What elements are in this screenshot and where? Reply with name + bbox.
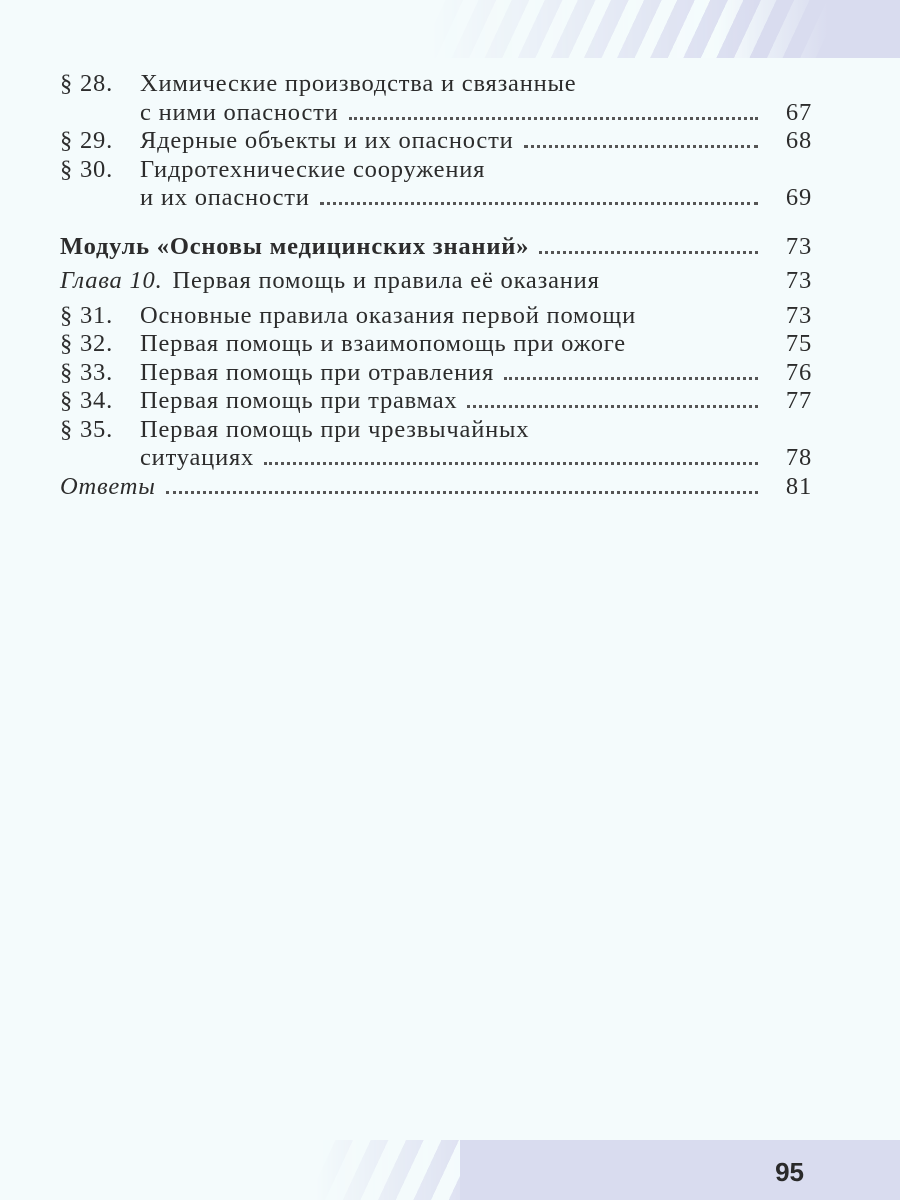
toc-entry-number: § 33. (60, 358, 113, 386)
toc-entry-title: Первая помощь при отравления (140, 358, 495, 386)
dot-leader (264, 462, 758, 465)
dot-leader (524, 145, 758, 148)
dot-leader (320, 202, 758, 205)
toc-entry-number: § 34. (60, 387, 113, 414)
toc-entry-title: Первая помощь при травмах (140, 387, 458, 414)
toc-entry-page: 78 (785, 444, 812, 471)
toc-entry-page: 73 (785, 301, 812, 329)
dot-leader (504, 377, 758, 380)
toc-entry-page: 67 (785, 98, 812, 126)
toc-entry-number: § 35. (60, 415, 113, 443)
toc-entry-number: § 31. (60, 301, 113, 329)
toc-entry[interactable] (60, 156, 812, 213)
page-number: 95 (775, 1157, 804, 1187)
table-of-contents (60, 70, 812, 501)
toc-entry-title: Гидротехнические сооружения (140, 155, 486, 183)
toc-entry-number: § 28. (60, 70, 113, 97)
chapter-page: 73 (785, 267, 812, 294)
chapter-title: Первая помощь и правила её оказания (172, 267, 600, 294)
toc-answers[interactable] (60, 473, 812, 502)
toc-entry[interactable] (60, 330, 812, 359)
toc-chapter[interactable] (60, 267, 812, 296)
toc-entry-title: Первая помощь и взаимопомощь при ожоге (140, 330, 626, 357)
toc-entry-page: 68 (785, 127, 812, 154)
footer-solid-band (460, 1140, 900, 1200)
toc-entry-title: Ядерные объекты и их опасности (140, 127, 514, 154)
toc-entry-title: Химические производства и связанные (140, 70, 577, 97)
toc-entry[interactable] (60, 387, 812, 416)
toc-entry[interactable] (60, 359, 812, 388)
toc-entry-page: 69 (785, 184, 812, 211)
toc-entry-title-continuation: с ними опасности (140, 98, 339, 126)
answers-title: Ответы (60, 472, 156, 500)
header-decoration (0, 0, 900, 58)
toc-entry[interactable] (60, 70, 812, 127)
toc-entry-title-continuation: ситуациях (140, 444, 255, 471)
header-solid-band (720, 0, 900, 58)
toc-entry-page: 77 (785, 387, 812, 414)
toc-module[interactable] (60, 233, 812, 262)
chapter-label: Глава 10. (60, 267, 163, 294)
toc-entry[interactable] (60, 127, 812, 156)
toc-entry-number: § 30. (60, 155, 113, 183)
footer-decoration (0, 1140, 900, 1200)
toc-entry[interactable] (60, 302, 812, 331)
module-page: 73 (785, 232, 812, 260)
toc-entry[interactable] (60, 416, 812, 473)
module-title: Модуль «Основы медицинских знаний» (60, 232, 530, 260)
dot-leader (166, 491, 758, 494)
toc-entry-title: Первая помощь при чрезвычайных (140, 415, 530, 443)
toc-entry-number: § 32. (60, 330, 113, 357)
toc-entry-number: § 29. (60, 127, 113, 154)
answers-page: 81 (785, 472, 812, 500)
toc-entry-page: 76 (785, 358, 812, 386)
dot-leader (539, 251, 758, 254)
dot-leader (349, 117, 758, 120)
toc-entry-title: Основные правила оказания первой помощи (140, 301, 636, 329)
toc-entry-page: 75 (785, 330, 812, 357)
dot-leader (467, 405, 758, 408)
toc-entry-title-continuation: и их опасности (140, 184, 310, 211)
